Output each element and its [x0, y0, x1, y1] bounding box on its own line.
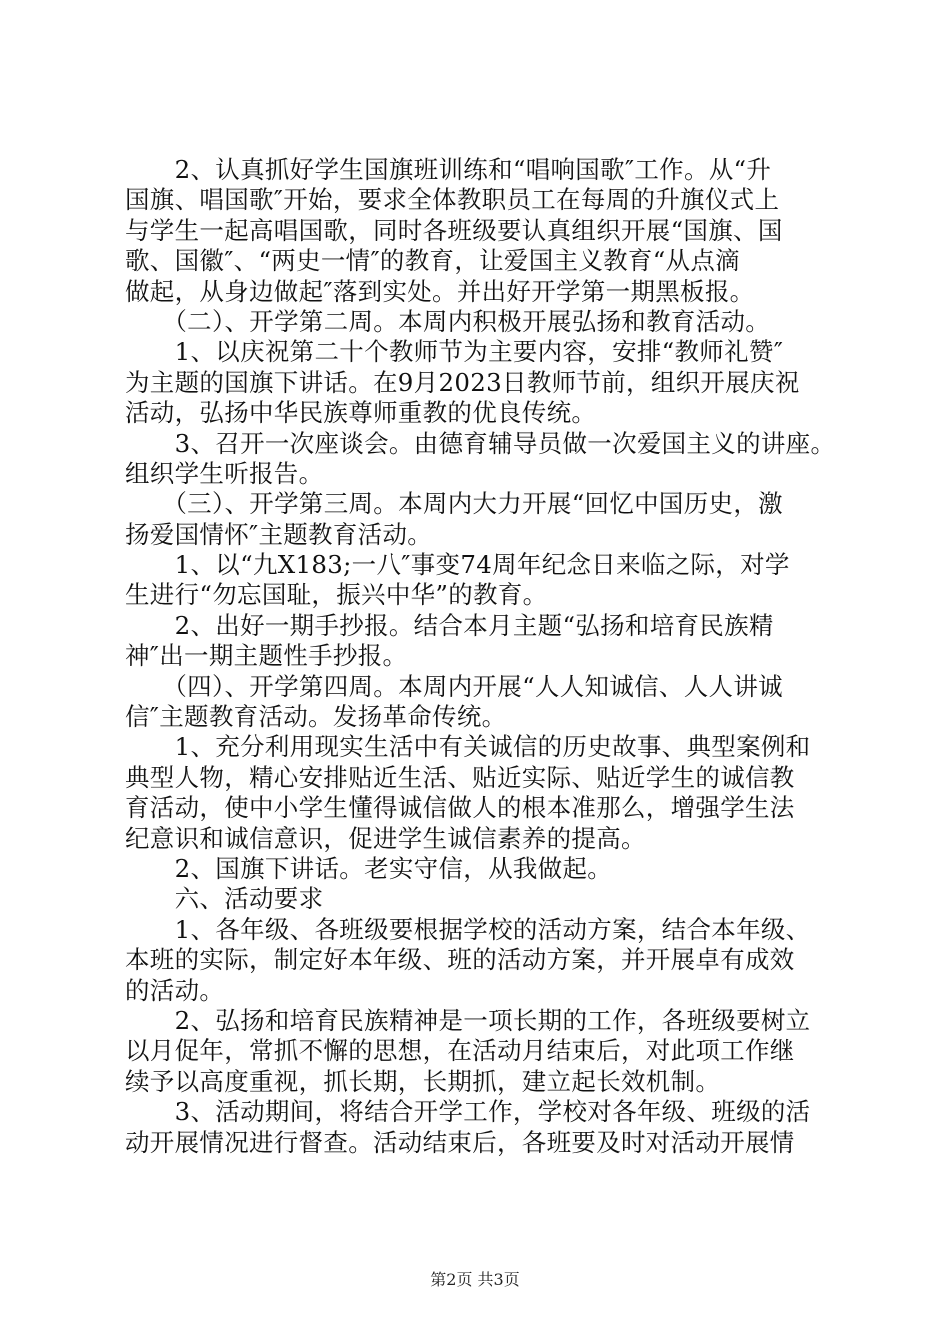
- page-footer: 第2页 共3页: [430, 1270, 520, 1289]
- text-line: 神″出一期主题性手抄报。: [125, 641, 408, 671]
- text-line: 2、弘扬和培育民族精神是一项长期的工作，各班级要树立: [125, 1005, 811, 1035]
- text-line: 纪意识和诚信意识，促进学生诚信素养的提高。: [125, 823, 646, 853]
- text-line: 本班的实际，制定好本年级、班的活动方案，并开展卓有成效: [125, 945, 795, 975]
- text-line: （二）、开学第二周。本周内积极开展弘扬和教育活动。: [125, 306, 771, 336]
- text-line: 3、活动期间，将结合开学工作，学校对各年级、班级的活: [125, 1097, 811, 1127]
- text-line: 六、活动要求: [125, 884, 324, 914]
- text-line: 歌、国徽″、“两史一情″的教育，让爱国主义教育“从点滴: [125, 246, 740, 276]
- text-line: 的活动。: [125, 975, 225, 1005]
- text-line: 1、以庆祝第二十个教师节为主要内容，安排“教师礼赞″: [125, 337, 784, 367]
- text-line: 典型人物，精心安排贴近生活、贴近实际、贴近学生的诚信教: [125, 762, 795, 792]
- text-line: （三）、开学第三周。本周内大力开展“回忆中国历史，激: [125, 489, 783, 519]
- text-line: 扬爱国情怀″主题教育活动。: [125, 519, 433, 549]
- text-line: 组织学生听报告。: [125, 458, 324, 488]
- text-line: 国旗、唱国歌″开始，要求全体教职员工在每周的升旗仪式上: [125, 185, 780, 215]
- text-line: 与学生一起高唱国歌，同时各班级要认真组织开展“国旗、国: [125, 215, 783, 245]
- text-line: 1、以“九X183;一八″事变74周年纪念日来临之际，对学: [125, 550, 790, 580]
- text-line: 信″主题教育活动。发扬革命传统。: [125, 702, 507, 732]
- text-line: （四）、开学第四周。本周内开展“人人知诚信、人人讲诚: [125, 671, 783, 701]
- body-text: [125, 155, 845, 1158]
- text-line: 育活动，使中小学生懂得诚信做人的根本准那么，增强学生法: [125, 793, 795, 823]
- text-line: 2、认真抓好学生国旗班训练和“唱响国歌″工作。从“升: [125, 155, 772, 184]
- text-line: 以月促年，常抓不懈的思想，在活动月结束后，对此项工作继: [125, 1036, 795, 1066]
- text-line: 做起，从身边做起″落到实处。并出好开学第一期黑板报。: [125, 276, 755, 306]
- text-line: 生进行“勿忘国耻，振兴中华”的教育。: [125, 580, 548, 610]
- text-line: 3、召开一次座谈会。由德育辅导员做一次爱国主义的讲座。: [125, 428, 836, 458]
- text-line: 续予以高度重视，抓长期，长期抓，建立起长效机制。: [125, 1066, 721, 1096]
- text-line: 2、出好一期手抄报。结合本月主题“弘扬和培育民族精: [125, 610, 774, 640]
- text-line: 动开展情况进行督查。活动结束后，各班要及时对活动开展情: [125, 1127, 795, 1157]
- text-line: 1、各年级、各班级要根据学校的活动方案，结合本年级、: [125, 914, 811, 944]
- text-line: 活动，弘扬中华民族尊师重教的优良传统。: [125, 398, 597, 428]
- text-line: 1、充分利用现实生活中有关诚信的历史故事、典型案例和: [125, 732, 811, 762]
- text-line: 为主题的国旗下讲话。在9月2023日教师节前，组织开展庆祝: [125, 367, 800, 397]
- text-line: 2、国旗下讲话。老实守信，从我做起。: [125, 853, 613, 883]
